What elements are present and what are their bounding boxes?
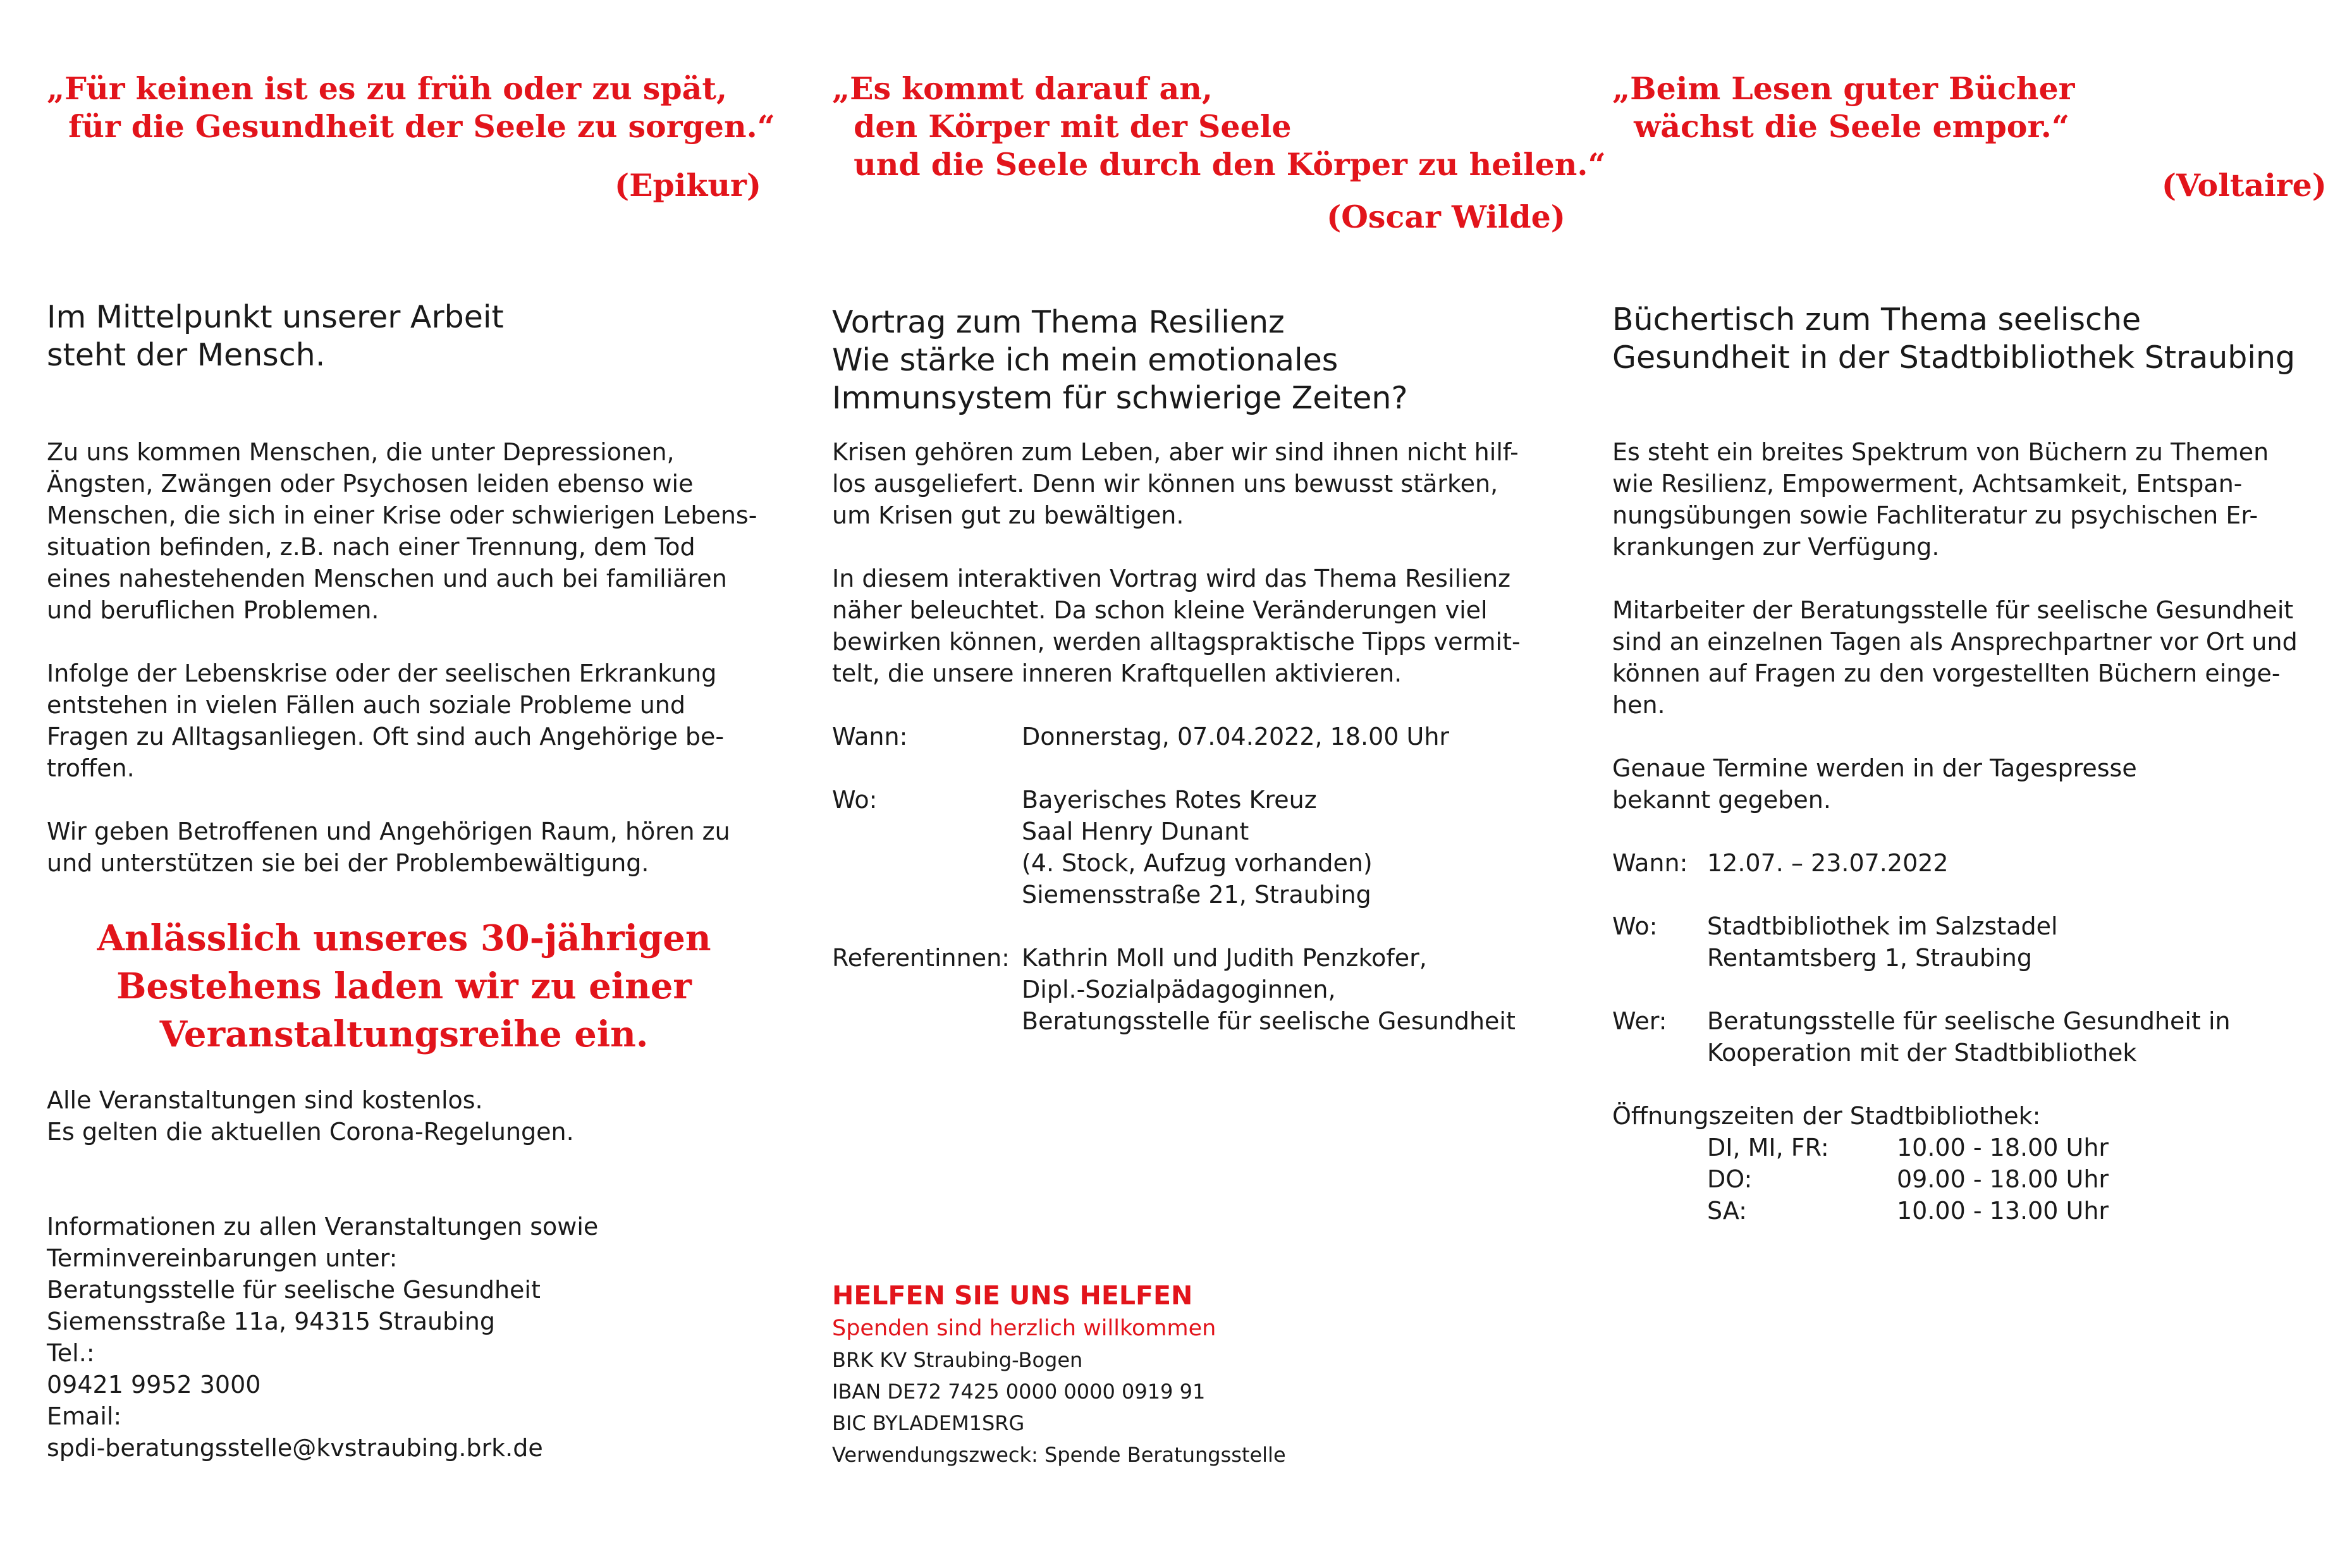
text-line: Infolge der Lebenskrise oder der seelischen Erkrankung [47,659,717,687]
paragraph-books [1612,436,2269,563]
text-line: Siemensstraße 21, Straubing [1022,881,1371,909]
hours-day: DI, MI, FR: [1707,1134,1829,1161]
text-line: hen. [1612,691,1665,719]
text-line: Mitarbeiter der Beratungsstelle für seelische Gesundheit [1612,596,2294,624]
hours-day: DO: [1707,1165,1753,1193]
text-line: Dipl.-Sozialpädagoginnen, [1022,976,1336,1003]
text-line: Krisen gehören zum Leben, aber wir sind ihnen nicht hilf- [832,438,1519,466]
text-line: Es steht ein breites Spektrum von Büchern zu Themen [1612,438,2269,466]
heading-line: Immunsystem für schwierige Zeiten? [832,380,1408,416]
text-line: Genaue Termine werden in der Tagespresse [1612,754,2137,782]
text-line: Bayerisches Rotes Kreuz [1022,786,1317,814]
quote-line: den Körper mit der Seele [832,108,1292,145]
anniversary-line: Veranstaltungsreihe ein. [159,1014,649,1055]
text-line: Beratungsstelle für seelische Gesundheit in [1707,1007,2231,1035]
text-line: und unterstützen sie bei der Problembewältigung. [47,849,649,877]
who-value [1707,1005,2231,1069]
text-line: Fragen zu Alltagsanliegen. Oft sind auch Angehörige be- [47,723,725,750]
contact-block [47,1211,598,1464]
column-book-table [1612,0,2327,1568]
quote-line: und die Seele durch den Körper zu heilen.“ [832,146,1606,183]
text-line: Beratungsstelle für seelische Gesundheit [47,1276,541,1304]
text-line: eines nahestehenden Menschen und auch bei familiären [47,565,727,592]
hours-time: 10.00 - 18.00 Uhr [1897,1134,2109,1161]
paragraph-social [47,658,724,784]
heading-line: steht der Mensch. [47,337,326,373]
paragraph-staff [1612,594,2298,721]
where-label: Wo: [1612,912,1658,940]
column-about [47,0,775,1568]
hours-day: SA: [1707,1197,1747,1225]
donation-title: HELFEN SIE UNS HELFEN [832,1280,1193,1311]
speakers-label: Referentinnen: [832,944,1010,972]
quote-author: (Epikur) [615,167,761,204]
where-value [1022,784,1373,910]
anniversary-line: Bestehens laden wir zu einer [116,965,692,1007]
when-label: Wann: [1612,849,1688,877]
text-line: situation befinden, z.B. nach einer Trennung, dem Tod [47,533,695,561]
heading-line: Wie stärke ich mein emotionales [832,342,1338,378]
donation-reference: Verwendungszweck: Spende Beratungsstelle [832,1443,1286,1467]
text-line: Terminvereinbarungen unter: [47,1244,398,1272]
hours-time: 09.00 - 18.00 Uhr [1897,1165,2109,1193]
who-label: Wer: [1612,1007,1667,1035]
quote-author: (Voltaire) [2161,167,2327,204]
section-heading [47,298,504,374]
text-line: näher beleuchtet. Da schon kleine Veränderungen viel [832,596,1488,624]
text-line: und beruflichen Problemen. [47,596,379,624]
text-line: Rentamtsberg 1, Straubing [1707,944,2032,972]
quote-line: für die Gesundheit der Seele zu sorgen.“ [47,108,775,145]
when-value: Donnerstag, 07.04.2022, 18.00 Uhr [1022,723,1450,750]
quote-oscar-wilde [832,70,1606,183]
text-line: Beratungsstelle für seelische Gesundheit [1022,1007,1516,1035]
when-label: Wann: [832,723,908,750]
bank-iban: IBAN DE72 7425 0000 0000 0919 91 [832,1380,1206,1404]
when-value: 12.07. – 23.07.2022 [1707,849,1949,877]
paragraph-crises [832,436,1519,531]
where-value [1707,910,2058,974]
text-line: Siemensstraße 11a, 94315 Straubing [47,1308,495,1335]
text-line: troffen. [47,754,135,782]
bank-account-holder: BRK KV Straubing-Bogen [832,1348,1083,1372]
text-line: wie Resilienz, Empowerment, Achtsamkeit, Entspan- [1612,470,2243,498]
text-line: bekannt gegeben. [1612,786,1831,814]
quote-line: „Für keinen ist es zu früh oder zu spät, [47,70,728,107]
heading-line: Büchertisch zum Thema seelische [1612,302,2141,338]
phone-label: Tel.: [47,1339,95,1367]
quote-epikur [47,70,775,145]
heading-line: Gesundheit in der Stadtbibliothek Straubing [1612,340,2296,376]
paragraph-support [47,816,730,879]
hours-time: 10.00 - 13.00 Uhr [1897,1197,2109,1225]
email-link[interactable]: spdi-beratungsstelle@kvstraubing.brk.de [47,1434,543,1462]
text-line: sind an einzelnen Tagen als Ansprechpartner vor Ort und [1612,628,2298,656]
text-line: bewirken können, werden alltagspraktische Tipps vermit- [832,628,1521,656]
quote-voltaire [1612,70,2074,145]
paragraph-lecture [832,563,1521,689]
notice-free-events [47,1084,574,1148]
heading-line: Vortrag zum Thema Resilienz [832,304,1285,340]
bank-bic: BIC BYLADEM1SRG [832,1411,1025,1435]
text-line: um Krisen gut zu bewältigen. [832,501,1184,529]
text-line: Stadtbibliothek im Salzstadel [1707,912,2058,940]
text-line: können auf Fragen zu den vorgestellten Büchern einge- [1612,659,2281,687]
text-line: Kooperation mit der Stadtbibliothek [1707,1039,2137,1067]
opening-hours-title [1612,1100,2040,1132]
text-line: (4. Stock, Aufzug vorhanden) [1022,849,1373,877]
email-label: Email: [47,1402,122,1430]
quote-line: „Es kommt darauf an, [832,70,1213,107]
section-heading [1612,301,2295,377]
text-line: In diesem interaktiven Vortrag wird das Thema Resilienz [832,565,1511,592]
paragraph-dates [1612,752,2137,816]
section-heading [832,303,1407,417]
donation-subtitle: Spenden sind herzlich willkommen [832,1316,1216,1341]
text-line: Öffnungszeiten der Stadtbibliothek: [1612,1102,2041,1130]
anniversary-line: Anlässlich unseres 30-jährigen [97,917,711,959]
text-line: nungsübungen sowie Fachliteratur zu psychischen Er- [1612,501,2258,529]
text-line: Saal Henry Dunant [1022,818,1249,845]
text-line: krankungen zur Verfügung. [1612,533,1940,561]
text-line: Es gelten die aktuellen Corona-Regelungen. [47,1118,574,1146]
quote-author: (Oscar Wilde) [1326,199,1565,235]
phone-number[interactable]: 09421 9952 3000 [47,1371,261,1399]
anniversary-announcement [47,914,761,1058]
heading-line: Im Mittelpunkt unserer Arbeit [47,299,504,335]
text-line: entstehen in vielen Fällen auch soziale Probleme und [47,691,686,719]
text-line: Zu uns kommen Menschen, die unter Depressionen, [47,438,675,466]
text-line: telt, die unsere inneren Kraftquellen aktivieren. [832,659,1402,687]
text-line: Wir geben Betroffenen und Angehörigen Raum, hören zu [47,818,730,845]
contact-phone-row [47,1337,598,1400]
text-line: Menschen, die sich in einer Krise oder schwierigen Lebens- [47,501,757,529]
text-line: Ängsten, Zwängen oder Psychosen leiden ebenso wie [47,470,694,498]
text-line: Informationen zu allen Veranstaltungen sowie [47,1213,599,1240]
quote-line: „Beim Lesen guter Bücher [1612,70,2075,107]
quote-line: wächst die Seele empor.“ [1612,108,2070,145]
paragraph-intro [47,436,757,626]
where-label: Wo: [832,786,878,814]
text-line: Alle Veranstaltungen sind kostenlos. [47,1086,483,1114]
column-lecture [832,0,1606,1568]
text-line: Kathrin Moll und Judith Penzkofer, [1022,944,1427,972]
speakers-value [1022,942,1516,1037]
contact-email-row [47,1400,598,1464]
text-line: los ausgeliefert. Denn wir können uns bewusst stärken, [832,470,1498,498]
